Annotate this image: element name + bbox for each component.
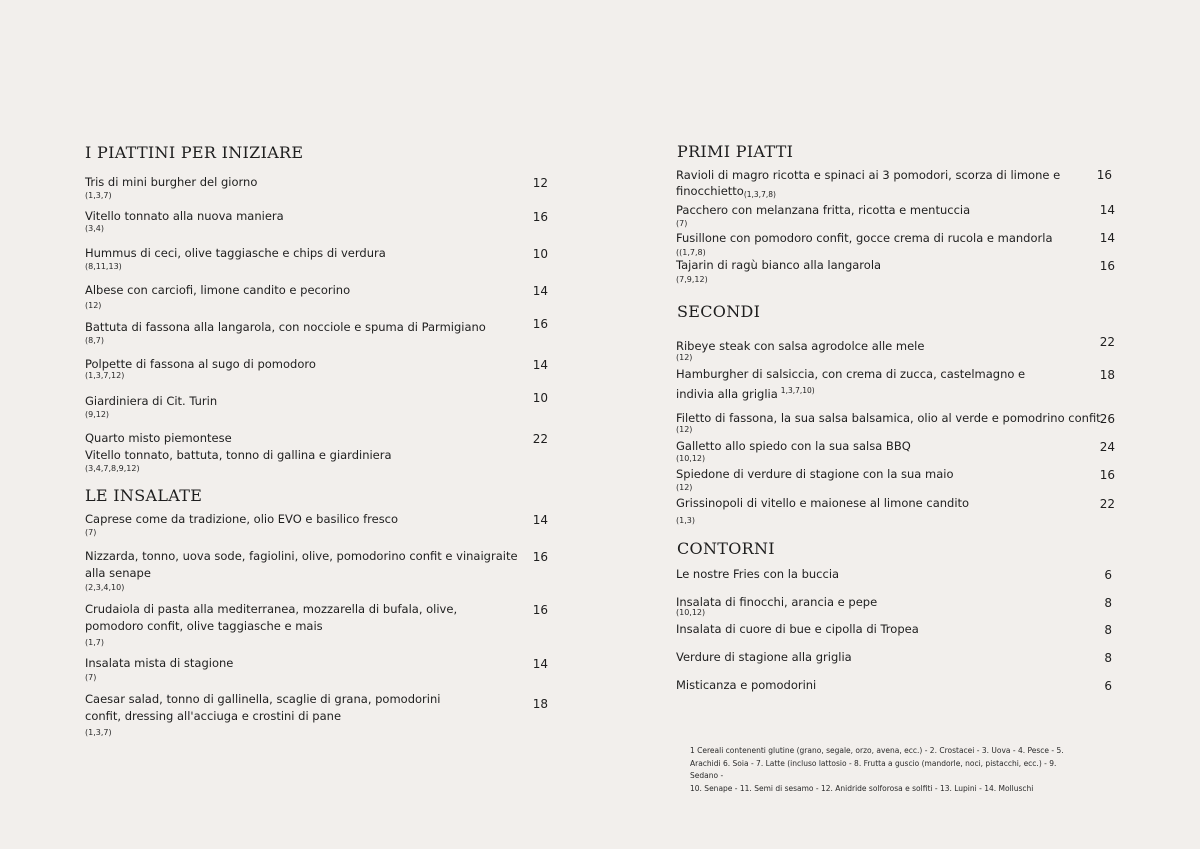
dish-name: Le nostre Fries con la buccia [676,567,840,581]
dish-name: Giardiniera di Cit. Turin [85,394,218,408]
section-title-secondi: SECONDI [677,302,761,321]
dish-name-continued: pomodoro confit, olive taggiasche e mais [85,619,323,633]
dish-price: 8 [1104,596,1112,610]
dish-price: 24 [1099,440,1115,454]
dish-price: 14 [532,284,548,298]
allergen-legend-line: Sedano - [690,771,724,780]
dish-name: Quarto misto piemontese [85,431,232,445]
allergen-codes: (1,3,7) [85,191,112,200]
dish-price: 16 [1096,168,1112,182]
dish-name: Ribeye steak con salsa agrodolce alle mele [676,339,925,353]
dish-name-continued [676,382,815,403]
dish-price: 16 [532,550,548,564]
dish-name: Galletto allo spiedo con la sua salsa BBQ [676,439,911,453]
allergen-codes: (1,3,7) [85,728,112,737]
dish-name: Insalata mista di stagione [85,656,234,670]
dish-name: Insalata di finocchi, arancia e pepe [676,595,878,609]
dish-price: 12 [532,176,548,190]
dish-name: Insalata di cuore di bue e cipolla di Tropea [676,622,919,636]
dish-description: Vitello tonnato, battuta, tonno di gallina e giardiniera [85,448,392,462]
dish-name: Crudaiola di pasta alla mediterranea, mozzarella di bufala, olive, [85,602,458,616]
dish-name: Battuta di fassona alla langarola, con nocciole e spuma di Parmigiano [85,320,486,334]
dish-price: 16 [1099,468,1115,482]
dish-name: Pacchero con melanzana fritta, ricotta e mentuccia [676,203,971,217]
allergen-codes: (10,12) [676,608,706,617]
allergen-codes: 1,3,7,10) [780,386,815,395]
dish-name: Tajarin di ragù bianco alla langarola [676,258,882,272]
allergen-codes: (12) [85,301,102,310]
allergen-codes: (8,7) [85,336,104,345]
dish-price: 16 [532,603,548,617]
allergen-codes: (7,9,12) [676,275,708,284]
dish-price: 22 [532,432,548,446]
dish-name-text: indivia alla griglia [676,387,778,401]
dish-price: 8 [1104,623,1112,637]
dish-price: 14 [1099,203,1115,217]
section-title-primi: PRIMI PIATTI [677,142,794,161]
dish-name: Polpette di fassona al sugo di pomodoro [85,357,316,371]
dish-price: 16 [532,317,548,331]
allergen-codes: (1,3) [676,516,695,525]
dish-price: 14 [532,358,548,372]
dish-name: Filetto di fassona, la sua salsa balsamica, olio al verde e pomodrino confit [676,411,1101,425]
allergen-codes: (8,11,13) [85,262,122,271]
section-title-insalate: LE INSALATE [85,486,203,505]
allergen-codes: (2,3,4,10) [85,583,125,592]
dish-price: 22 [1099,335,1115,349]
dish-name: Caprese come da tradizione, olio EVO e basilico fresco [85,512,399,526]
dish-name-continued [676,183,776,203]
dish-name: Grissinopoli di vitello e maionese al limone candito [676,496,970,510]
dish-name: Albese con carciofi, limone candito e pecorino [85,283,351,297]
allergen-codes: (12) [676,353,693,362]
dish-price: 14 [532,657,548,671]
dish-price: 16 [532,210,548,224]
dish-price: 10 [532,391,548,405]
allergen-codes: (10,12) [676,454,706,463]
dish-name: Hamburgher di salsiccia, con crema di zucca, castelmagno e [676,367,1026,381]
allergen-codes: (7) [676,219,688,228]
dish-name: Hummus di ceci, olive taggiasche e chips di verdura [85,246,386,260]
dish-price: 26 [1099,412,1115,426]
dish-price: 16 [1099,259,1115,273]
dish-price: 6 [1104,568,1112,582]
dish-price: 18 [532,697,548,711]
dish-name: Nizzarda, tonno, uova sode, fagiolini, olive, pomodorino confit e vinaigraite [85,549,518,563]
allergen-codes: ((1,7,8) [676,248,706,257]
dish-name: Caesar salad, tonno di gallinella, scaglie di grana, pomodorini [85,692,441,706]
allergen-codes: (3,4,7,8,9,12) [85,464,140,473]
dish-price: 18 [1099,368,1115,382]
allergen-legend-line: 1 Cereali contenenti glutine (grano, segale, orzo, avena, ecc.) - 2. Crostacei - 3. Uova - 4. Pesce - 5. [690,746,1064,755]
dish-name: Fusillone con pomodoro confit, gocce crema di rucola e mandorla [676,231,1053,245]
allergen-legend-line: Arachidi 6. Soia - 7. Latte (incluso lattosio - 8. Frutta a guscio (mandorle, noci, pistacchi, ecc.) - 9. [690,758,1057,768]
allergen-legend [690,745,1110,795]
allergen-codes: (7) [85,673,97,682]
allergen-codes: (1,3,7,8) [743,190,776,199]
dish-price: 14 [1099,231,1115,245]
dish-price: 10 [532,247,548,261]
dish-price: 14 [532,513,548,527]
section-title-contorni: CONTORNI [677,539,775,558]
allergen-codes: (1,3,7,12) [85,371,125,380]
dish-name-text: finocchietto [676,184,744,198]
dish-price: 8 [1104,651,1112,665]
allergen-legend-line: 10. Senape - 11. Semi di sesamo - 12. Anidride solforosa e solfiti - 13. Lupini - 14. Molluschi [690,783,1034,793]
dish-name: Misticanza e pomodorini [676,678,817,692]
dish-name: Verdure di stagione alla griglia [676,650,852,664]
dish-name: Tris di mini burgher del giorno [85,175,258,189]
allergen-codes: (3,4) [85,224,104,233]
dish-price: 22 [1099,497,1115,511]
dish-name-continued: alla senape [85,566,151,580]
dish-price: 6 [1104,679,1112,693]
allergen-codes: (7) [85,528,97,537]
allergen-codes: (12) [676,483,693,492]
dish-name: Spiedone di verdure di stagione con la sua maio [676,467,954,481]
allergen-codes: (1,7) [85,638,104,647]
dish-name: Vitello tonnato alla nuova maniera [85,209,284,223]
allergen-codes: (12) [676,425,693,434]
dish-name: Ravioli di magro ricotta e spinaci ai 3 pomodori, scorza di limone e [676,168,1061,182]
dish-name-continued: confit, dressing all'acciuga e crostini di pane [85,709,342,723]
section-title-piattini: I PIATTINI PER INIZIARE [85,143,304,162]
allergen-codes: (9,12) [85,410,110,419]
